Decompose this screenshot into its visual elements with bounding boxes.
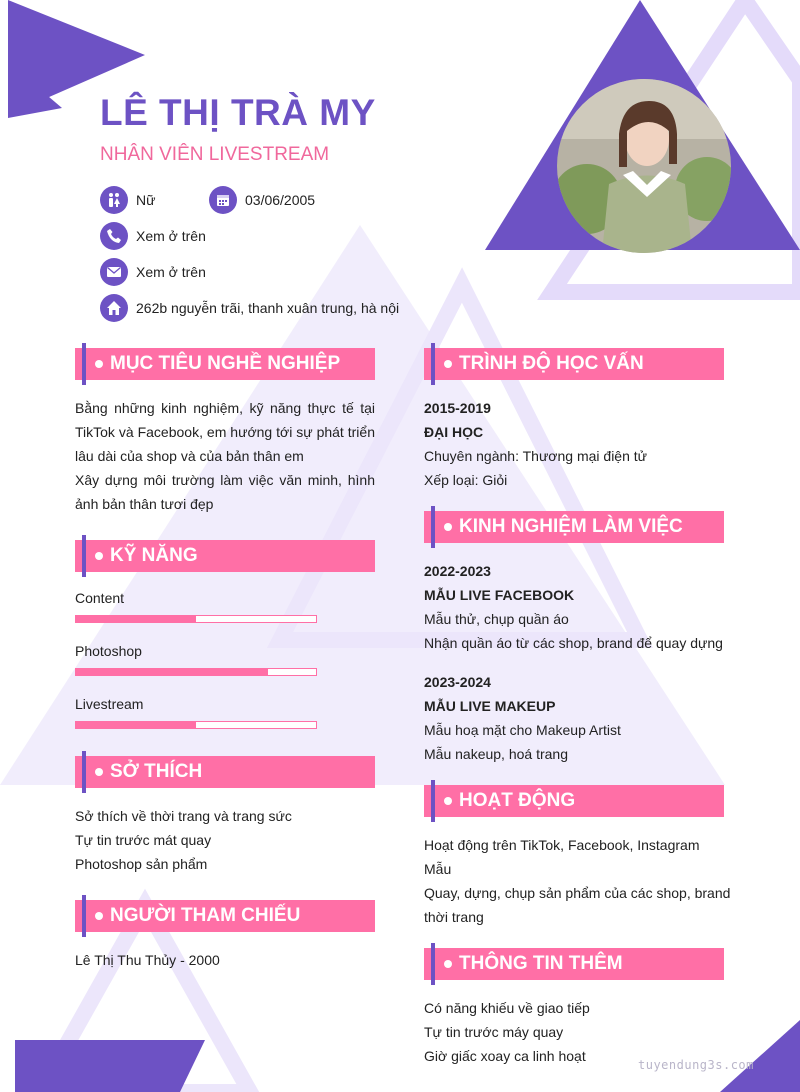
phone-value: Xem ở trên	[136, 228, 206, 244]
objective-heading: MỤC TIÊU NGHỀ NGHIỆP	[75, 348, 375, 380]
activities-list	[424, 833, 734, 929]
bottom-right-triangle	[720, 1020, 800, 1092]
gender-value: Nữ	[136, 192, 156, 208]
experience-heading: KINH NGHIỆM LÀM VIỆC	[424, 511, 724, 543]
hobby-item: Photoshop sản phẩm	[75, 856, 208, 872]
extra-info-item: Có năng khiếu về giao tiếp	[424, 1000, 590, 1016]
education-heading: TRÌNH ĐỘ HỌC VẤN	[424, 348, 724, 380]
job-title: NHÂN VIÊN LIVESTREAM	[100, 144, 330, 165]
reference-item: Lê Thị Thu Thủy - 2000	[75, 952, 220, 968]
skill-bar-fill	[76, 669, 268, 675]
job-line: Mẫu hoạ mặt cho Makeup Artist	[424, 722, 621, 738]
hobbies-list	[75, 804, 375, 876]
bottom-left-triangle	[15, 1040, 205, 1092]
extra-info-item: Tự tin trước máy quay	[424, 1024, 564, 1040]
hobby-item: Sở thích về thời trang và trang sức	[75, 808, 292, 824]
phone-row	[100, 222, 206, 250]
skill-bar	[75, 721, 317, 729]
education-block	[424, 396, 724, 492]
skill-label: Livestream	[75, 696, 144, 712]
phone-icon	[100, 222, 128, 250]
education-period: 2015-2019	[424, 400, 491, 416]
skill-label: Photoshop	[75, 643, 142, 659]
address-row	[100, 294, 399, 322]
job-line: Mẫu nakeup, hoá trang	[424, 746, 568, 762]
education-major: Chuyên ngành: Thương mại điện tử	[424, 448, 648, 464]
profile-photo	[557, 79, 731, 253]
home-icon	[100, 294, 128, 322]
activity-line: Mẫu	[424, 861, 452, 877]
activities-heading: HOẠT ĐỘNG	[424, 785, 724, 817]
mail-icon	[100, 258, 128, 286]
skill-bar-fill	[76, 722, 196, 728]
objective-text-2: Xây dựng môi trường làm việc văn minh, hình ảnh bản thân tươi đẹp	[75, 472, 375, 512]
job-period: 2022-2023	[424, 563, 491, 579]
job-line: Mẫu thử, chụp quần áo	[424, 611, 569, 627]
experience-job-1	[424, 559, 724, 655]
skill-bar	[75, 668, 317, 676]
education-school: ĐẠI HỌC	[424, 424, 484, 440]
skill-bar-fill	[76, 616, 196, 622]
job-role: MẪU LIVE FACEBOOK	[424, 587, 575, 603]
extra-info-heading: THÔNG TIN THÊM	[424, 948, 724, 980]
references-heading: NGƯỜI THAM CHIẾU	[75, 900, 375, 932]
hobbies-heading: SỞ THÍCH	[75, 756, 375, 788]
candidate-name: LÊ THỊ TRÀ MY	[100, 92, 376, 133]
activity-line: Hoạt động trên TikTok, Facebook, Instagram	[424, 837, 700, 853]
calendar-icon	[209, 186, 237, 214]
skills-heading: KỸ NĂNG	[75, 540, 375, 572]
gender-icon	[100, 186, 128, 214]
extra-info-item: Giờ giấc xoay ca linh hoạt	[424, 1048, 586, 1064]
job-role: MẪU LIVE MAKEUP	[424, 698, 556, 714]
skill-label: Content	[75, 590, 125, 606]
job-period: 2023-2024	[424, 674, 491, 690]
activity-line: Quay, dựng, chụp sản phẩm của các shop, brand thời trang	[424, 885, 731, 925]
skill-bar	[75, 615, 317, 623]
education-grade: Xếp loại: Giỏi	[424, 472, 508, 488]
job-line: Nhận quần áo từ các shop, brand để quay dựng	[424, 635, 723, 651]
objective-text-1: Bằng những kinh nghiệm, kỹ năng thực tế tại TikTok và Facebook, em hướng tới sự phát triển lâu dài của shop và của bản thân em	[75, 400, 375, 464]
birthdate-value: 03/06/2005	[245, 192, 316, 208]
email-row	[100, 258, 206, 286]
address-value: 262b nguyễn trãi, thanh xuân trung, hà nội	[136, 300, 400, 316]
email-value: Xem ở trên	[136, 264, 206, 280]
hobby-item: Tự tin trước mát quay	[75, 832, 212, 848]
experience-job-2	[424, 670, 724, 766]
gender-row	[100, 186, 155, 214]
birthdate-row	[209, 186, 315, 214]
watermark: tuyendung3s.com	[638, 1058, 754, 1072]
